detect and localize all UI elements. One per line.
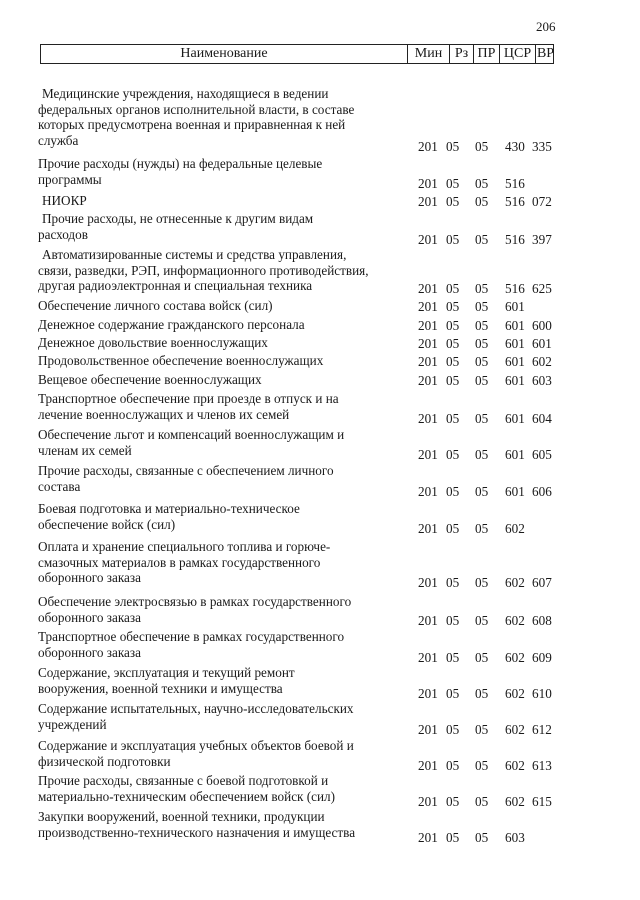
cell-rz: 05 bbox=[446, 686, 460, 701]
cell-vr: 603 bbox=[532, 373, 552, 388]
row-name-line: Медицинские учреждения, находящиеся в ведении bbox=[42, 86, 329, 101]
row-name-line: Транспортное обеспечение при проезде в отпуск и на bbox=[38, 391, 339, 406]
cell-min: 201 bbox=[418, 354, 438, 369]
cell-rz: 05 bbox=[446, 722, 460, 737]
row-name bbox=[38, 773, 394, 804]
cell-min: 201 bbox=[418, 650, 438, 665]
cell-pr: 05 bbox=[475, 613, 489, 628]
cell-csr: 601 bbox=[505, 411, 525, 426]
row-name bbox=[38, 391, 394, 422]
header-name: Наименование bbox=[180, 46, 268, 61]
row-name-line: Содержание и эксплуатация учебных объектов боевой и bbox=[38, 738, 354, 753]
cell-vr: 600 bbox=[532, 318, 552, 333]
row-name bbox=[38, 809, 394, 840]
cell-pr: 05 bbox=[475, 830, 489, 845]
row-name-line: Прочие расходы, не отнесенные к другим видам bbox=[42, 211, 314, 226]
row-name bbox=[38, 539, 394, 586]
cell-pr: 05 bbox=[475, 176, 489, 191]
row-name-line: связи, разведки, РЭП, информационного противодействия, bbox=[38, 262, 369, 278]
row-name bbox=[38, 738, 394, 769]
row-name bbox=[38, 298, 394, 314]
row-name bbox=[38, 211, 398, 242]
cell-min: 201 bbox=[418, 194, 438, 209]
cell-rz: 05 bbox=[446, 336, 460, 351]
cell-min: 201 bbox=[418, 318, 438, 333]
cell-pr: 05 bbox=[475, 299, 489, 314]
row-name-line: учреждений bbox=[38, 716, 107, 732]
cell-pr: 05 bbox=[475, 650, 489, 665]
row-name-line: оборонного заказа bbox=[38, 609, 141, 625]
cell-pr: 05 bbox=[475, 794, 489, 809]
cell-pr: 05 bbox=[475, 484, 489, 499]
cell-pr: 05 bbox=[475, 318, 489, 333]
cell-rz: 05 bbox=[446, 575, 460, 590]
row-name-line: материально-техническим обеспечением войск (сил) bbox=[38, 788, 336, 804]
cell-csr: 601 bbox=[505, 447, 525, 462]
cell-csr: 601 bbox=[505, 373, 525, 388]
cell-rz: 05 bbox=[446, 232, 460, 247]
cell-min: 201 bbox=[418, 139, 438, 154]
row-name-line: оборонного заказа bbox=[38, 570, 141, 586]
cell-csr: 601 bbox=[505, 484, 525, 499]
cell-min: 201 bbox=[418, 521, 438, 536]
row-name-line: другая радиоэлектронная и специальная техника bbox=[38, 278, 313, 294]
cell-rz: 05 bbox=[446, 484, 460, 499]
cell-vr: 608 bbox=[532, 613, 552, 628]
cell-vr: 607 bbox=[532, 575, 552, 590]
cell-csr: 430 bbox=[505, 139, 525, 154]
cell-vr: 602 bbox=[532, 354, 552, 369]
table-header bbox=[40, 44, 554, 64]
row-name-line: Транспортное обеспечение в рамках государственного bbox=[38, 629, 345, 644]
row-name bbox=[38, 427, 394, 458]
cell-rz: 05 bbox=[446, 194, 460, 209]
row-name-line: Прочие расходы (нужды) на федеральные целевые bbox=[38, 156, 323, 171]
cell-csr: 516 bbox=[505, 281, 525, 296]
row-name-line: Денежное содержание гражданского персонала bbox=[38, 317, 305, 332]
row-name-line: служба bbox=[38, 132, 79, 148]
cell-min: 201 bbox=[418, 758, 438, 773]
row-name-line: Прочие расходы, связанные с обеспечением личного bbox=[38, 463, 334, 478]
row-name-line: Содержание испытательных, научно-исследовательских bbox=[38, 701, 354, 716]
cell-vr: 605 bbox=[532, 447, 552, 462]
row-name bbox=[38, 86, 398, 148]
row-name bbox=[38, 594, 394, 625]
header-vr: ВР bbox=[536, 46, 555, 61]
row-name-line: Обеспечение льгот и компенсаций военнослужащим и bbox=[38, 427, 345, 442]
row-name-line: Вещевое обеспечение военнослужащих bbox=[38, 372, 262, 387]
cell-csr: 603 bbox=[505, 830, 525, 845]
row-name bbox=[38, 247, 398, 294]
cell-vr: 601 bbox=[532, 336, 552, 351]
cell-csr: 516 bbox=[505, 176, 525, 191]
cell-csr: 516 bbox=[505, 232, 525, 247]
row-name-line: которых предусмотрена военная и приравненная к ней bbox=[38, 117, 346, 133]
row-name-line: состава bbox=[38, 478, 81, 494]
row-name bbox=[38, 353, 394, 369]
header-csr: ЦСР bbox=[499, 45, 535, 63]
cell-rz: 05 bbox=[446, 176, 460, 191]
cell-min: 201 bbox=[418, 830, 438, 845]
row-name-line: расходов bbox=[38, 226, 88, 242]
cell-csr: 602 bbox=[505, 722, 525, 737]
cell-rz: 05 bbox=[446, 794, 460, 809]
cell-vr: 606 bbox=[532, 484, 552, 499]
cell-rz: 05 bbox=[446, 373, 460, 388]
row-name bbox=[38, 701, 394, 732]
row-name-line: Прочие расходы, связанные с боевой подготовкой и bbox=[38, 773, 329, 788]
cell-min: 201 bbox=[418, 299, 438, 314]
cell-vr: 335 bbox=[532, 139, 552, 154]
row-name-line: смазочных материалов в рамках государственного bbox=[38, 554, 321, 570]
cell-vr: 604 bbox=[532, 411, 552, 426]
cell-min: 201 bbox=[418, 722, 438, 737]
cell-csr: 516 bbox=[505, 194, 525, 209]
cell-min: 201 bbox=[418, 281, 438, 296]
cell-min: 201 bbox=[418, 232, 438, 247]
cell-pr: 05 bbox=[475, 139, 489, 154]
cell-min: 201 bbox=[418, 686, 438, 701]
row-name bbox=[38, 335, 394, 351]
row-name-line: Оплата и хранение специального топлива и горюче- bbox=[38, 539, 331, 554]
cell-csr: 602 bbox=[505, 794, 525, 809]
cell-vr: 615 bbox=[532, 794, 552, 809]
row-name bbox=[38, 372, 394, 388]
row-name-line: Содержание, эксплуатация и текущий ремонт bbox=[38, 665, 295, 680]
cell-vr: 625 bbox=[532, 281, 552, 296]
cell-min: 201 bbox=[418, 794, 438, 809]
cell-min: 201 bbox=[418, 613, 438, 628]
cell-min: 201 bbox=[418, 336, 438, 351]
cell-rz: 05 bbox=[446, 830, 460, 845]
cell-csr: 602 bbox=[505, 758, 525, 773]
row-name-line: федеральных органов исполнительной власти, в составе bbox=[38, 101, 355, 117]
row-name bbox=[42, 193, 398, 209]
row-name-line: вооружения, военной техники и имущества bbox=[38, 680, 283, 696]
cell-rz: 05 bbox=[446, 447, 460, 462]
row-name-line: Закупки вооружений, военной техники, продукции bbox=[38, 809, 325, 824]
cell-csr: 601 bbox=[505, 299, 525, 314]
row-name bbox=[38, 629, 394, 660]
cell-csr: 602 bbox=[505, 575, 525, 590]
row-name-line: Автоматизированные системы и средства управления, bbox=[42, 247, 347, 262]
cell-rz: 05 bbox=[446, 521, 460, 536]
cell-pr: 05 bbox=[475, 281, 489, 296]
cell-vr: 612 bbox=[532, 722, 552, 737]
cell-rz: 05 bbox=[446, 613, 460, 628]
cell-csr: 602 bbox=[505, 650, 525, 665]
cell-pr: 05 bbox=[475, 758, 489, 773]
cell-min: 201 bbox=[418, 575, 438, 590]
cell-pr: 05 bbox=[475, 722, 489, 737]
cell-pr: 05 bbox=[475, 336, 489, 351]
row-name-line: Денежное довольствие военнослужащих bbox=[38, 335, 268, 350]
row-name-line: программы bbox=[38, 171, 102, 187]
cell-rz: 05 bbox=[446, 354, 460, 369]
cell-pr: 05 bbox=[475, 575, 489, 590]
cell-pr: 05 bbox=[475, 373, 489, 388]
cell-vr: 613 bbox=[532, 758, 552, 773]
row-name-line: Боевая подготовка и материально-техническое bbox=[38, 501, 300, 516]
row-name-line: Продовольственное обеспечение военнослужащих bbox=[38, 353, 324, 368]
cell-rz: 05 bbox=[446, 281, 460, 296]
cell-vr: 072 bbox=[532, 194, 552, 209]
row-name bbox=[38, 501, 394, 532]
header-min: Мин bbox=[407, 45, 449, 63]
cell-rz: 05 bbox=[446, 299, 460, 314]
cell-vr: 397 bbox=[532, 232, 552, 247]
header-pr: ПР bbox=[473, 45, 499, 63]
cell-rz: 05 bbox=[446, 318, 460, 333]
cell-vr: 610 bbox=[532, 686, 552, 701]
cell-min: 201 bbox=[418, 484, 438, 499]
row-name-line: производственно-технического назначения и имущества bbox=[38, 824, 356, 840]
cell-min: 201 bbox=[418, 447, 438, 462]
cell-csr: 602 bbox=[505, 521, 525, 536]
cell-csr: 602 bbox=[505, 613, 525, 628]
row-name-line: НИОКР bbox=[42, 193, 87, 208]
cell-pr: 05 bbox=[475, 232, 489, 247]
row-name-line: обеспечение войск (сил) bbox=[38, 516, 176, 532]
row-name-line: лечение военнослужащих и членов их семей bbox=[38, 406, 290, 422]
row-name bbox=[38, 317, 394, 333]
cell-csr: 601 bbox=[505, 318, 525, 333]
cell-csr: 602 bbox=[505, 686, 525, 701]
row-name-line: членам их семей bbox=[38, 442, 132, 458]
cell-pr: 05 bbox=[475, 194, 489, 209]
row-name bbox=[38, 665, 394, 696]
row-name bbox=[38, 463, 394, 494]
page-number: 206 bbox=[536, 19, 556, 34]
cell-csr: 601 bbox=[505, 336, 525, 351]
cell-min: 201 bbox=[418, 176, 438, 191]
row-name-line: Обеспечение электросвязью в рамках государственного bbox=[38, 594, 352, 609]
cell-min: 201 bbox=[418, 411, 438, 426]
header-rz: Рз bbox=[449, 45, 473, 63]
cell-rz: 05 bbox=[446, 758, 460, 773]
row-name-line: оборонного заказа bbox=[38, 644, 141, 660]
cell-min: 201 bbox=[418, 373, 438, 388]
cell-rz: 05 bbox=[446, 139, 460, 154]
cell-vr: 609 bbox=[532, 650, 552, 665]
cell-csr: 601 bbox=[505, 354, 525, 369]
cell-pr: 05 bbox=[475, 447, 489, 462]
cell-pr: 05 bbox=[475, 354, 489, 369]
row-name-line: Обеспечение личного состава войск (сил) bbox=[38, 298, 273, 313]
row-name bbox=[38, 156, 394, 187]
cell-rz: 05 bbox=[446, 650, 460, 665]
cell-pr: 05 bbox=[475, 411, 489, 426]
cell-rz: 05 bbox=[446, 411, 460, 426]
cell-pr: 05 bbox=[475, 686, 489, 701]
row-name-line: физической подготовки bbox=[38, 753, 171, 769]
cell-pr: 05 bbox=[475, 521, 489, 536]
